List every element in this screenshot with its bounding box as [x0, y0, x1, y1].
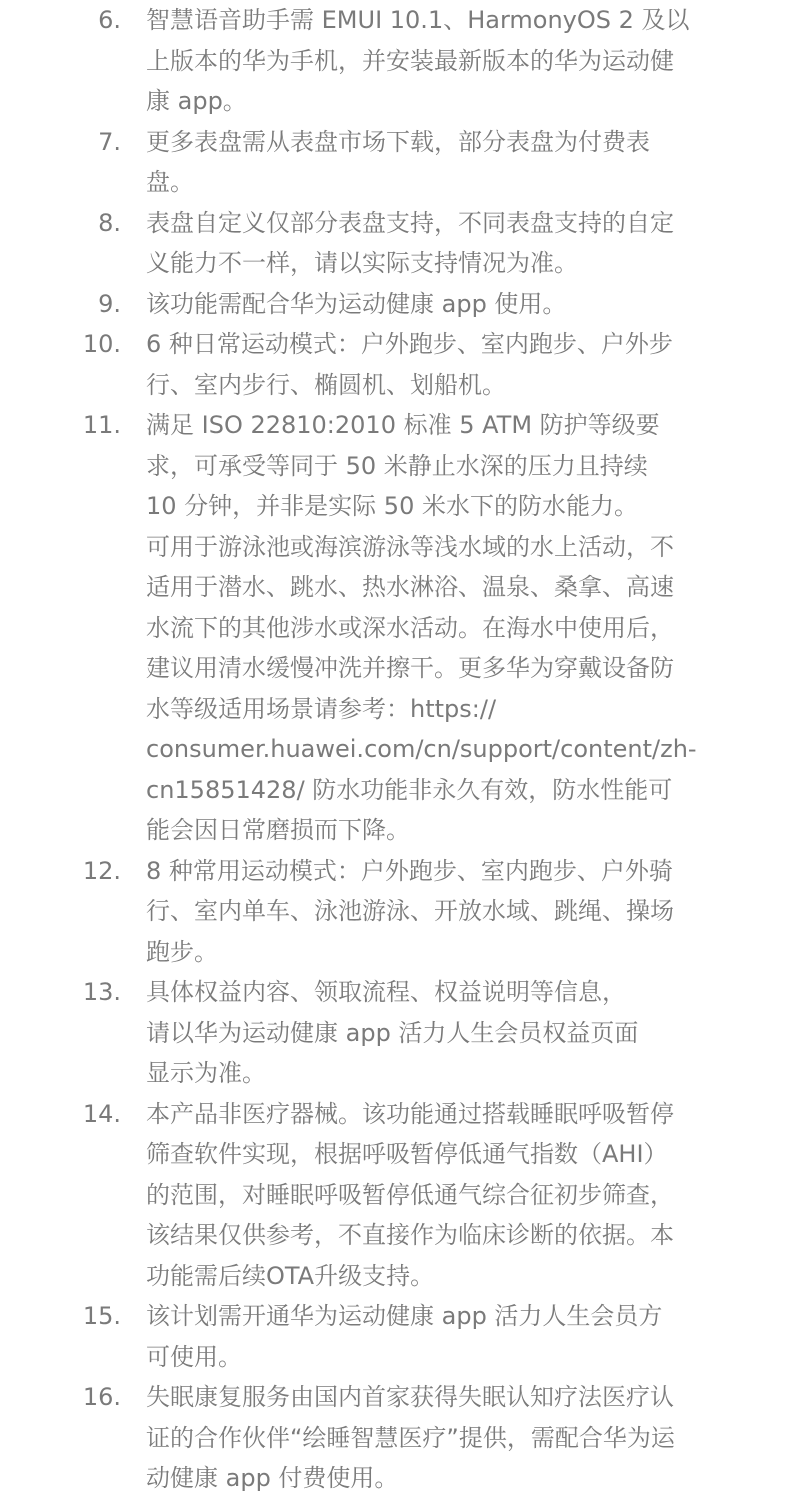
footnote-line: 康 app。 — [146, 87, 247, 115]
footnote-line: 求，可承受等同于 50 米静止水深的压力且持续 — [146, 451, 648, 480]
footnote-line: 表盘自定义仅部分表盘支持，不同表盘支持的自定 — [146, 208, 674, 237]
footnote-line: 本产品非医疗器械。该功能通过搭载睡眠呼吸暂停 — [146, 1099, 674, 1128]
footnote-line: 失眠康复服务由国内首家获得失眠认知疗法医疗认 — [146, 1383, 674, 1411]
footnote-line: 行、室内步行、椭圆机、划船机。 — [146, 370, 506, 399]
footnote-number: 10. — [82, 330, 121, 358]
footnote-number: 8. — [98, 208, 121, 237]
footnote-number: 6. — [98, 6, 121, 34]
footnote-line: 水等级适用场景请参考：https:// — [146, 694, 497, 723]
footnote-line: 盘。 — [146, 168, 194, 196]
footnote-line: 能会因日常磨损而下降。 — [146, 816, 410, 844]
footnote-line: 水流下的其他涉水或深水活动。在海水中使用后， — [146, 613, 674, 642]
footnote-number: 15. — [82, 1302, 121, 1330]
footnote-line: 筛查软件实现，根据呼吸暂停低通气指数（AHI） — [146, 1140, 668, 1168]
footnote-number: 12. — [82, 856, 121, 885]
footnote-line: 该计划需开通华为运动健康 app 活力人生会员方 — [146, 1302, 663, 1330]
footnote-text — [146, 324, 706, 405]
footnote-text — [146, 1296, 706, 1377]
footnote-line: 满足 ISO 22810:2010 标准 5 ATM 防护等级要 — [146, 411, 660, 439]
footnote-line: 行、室内单车、泳池游泳、开放水域、跳绳、操场 — [146, 897, 674, 925]
footnote-number: 16. — [82, 1383, 121, 1411]
footnote-line: 该结果仅供参考，不直接作为临床诊断的依据。本 — [146, 1221, 674, 1249]
footnote-line: 6 种日常运动模式：户外跑步、室内跑步、户外步 — [146, 330, 673, 358]
footnote-line: cn15851428/ 防水功能非永久有效，防水性能可 — [146, 775, 673, 804]
footnote-text — [146, 1377, 706, 1499]
footnote-line: 8 种常用运动模式：户外跑步、室内跑步、户外骑 — [146, 856, 673, 885]
footnote-text — [146, 1094, 706, 1297]
footnote-line: 可用于游泳池或海滨游泳等浅水域的水上活动，不 — [146, 532, 674, 561]
footnote-number: 7. — [98, 127, 121, 156]
footnote-line: 10 分钟，并非是实际 50 米水下的防水能力。 — [146, 492, 638, 520]
footnote-number: 11. — [82, 411, 121, 439]
footnote-line: 该功能需配合华为运动健康 app 使用。 — [146, 289, 567, 318]
footnote-line: 跑步。 — [146, 937, 218, 966]
footnote-text — [146, 972, 706, 1094]
footnote-text — [146, 405, 706, 851]
footnote-text — [146, 122, 706, 203]
footnote-text — [146, 284, 706, 325]
footnote-line: 智慧语音助手需 EMUI 10.1、HarmonyOS 2 及以 — [146, 6, 690, 34]
footnote-line: 动健康 app 付费使用。 — [146, 1464, 399, 1492]
footnote-line: 功能需后续OTA升级支持。 — [146, 1261, 435, 1290]
footnote-line: 更多表盘需从表盘市场下载，部分表盘为付费表 — [146, 127, 650, 156]
footnote-line: 可使用。 — [146, 1342, 242, 1371]
footnote-line: 适用于潜水、跳水、热水淋浴、温泉、桑拿、高速 — [146, 573, 674, 601]
footnote-text — [146, 203, 706, 284]
footnote-line: consumer.huawei.com/cn/support/content/zh- — [146, 735, 697, 763]
footnote-number: 13. — [82, 978, 121, 1006]
footnote-line: 的范围，对睡眠呼吸暂停低通气综合征初步筛查， — [146, 1180, 674, 1209]
footnote-text — [146, 0, 706, 122]
footnote-line: 请以华为运动健康 app 活力人生会员权益页面 — [146, 1018, 639, 1047]
footnote-line: 显示为准。 — [146, 1059, 266, 1087]
footnote-line: 义能力不一样，请以实际支持情况为准。 — [146, 249, 578, 277]
footnote-line: 建议用清水缓慢冲洗并擦干。更多华为穿戴设备防 — [146, 654, 674, 682]
footnote-text — [146, 851, 706, 973]
footnote-line: 上版本的华为手机，并安装最新版本的华为运动健 — [146, 46, 674, 75]
footnote-number: 9. — [98, 289, 121, 318]
footnote-number: 14. — [82, 1099, 121, 1128]
footnote-line: 证的合作伙伴“绘睡智慧医疗”提供，需配合华为运 — [146, 1423, 675, 1452]
footnote-line: 具体权益内容、领取流程、权益说明等信息， — [146, 978, 626, 1006]
